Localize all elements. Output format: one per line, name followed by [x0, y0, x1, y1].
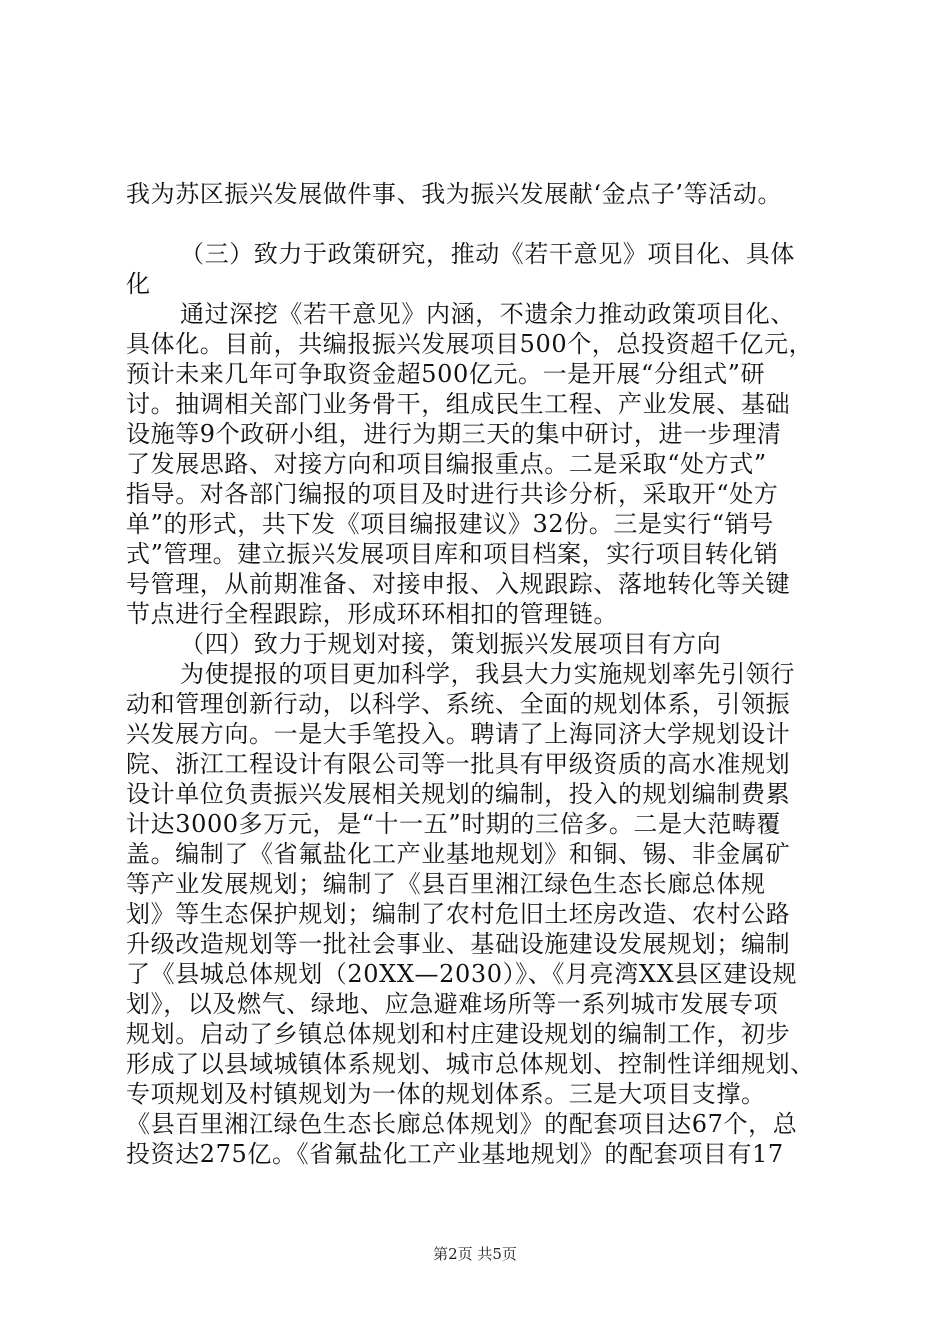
text-line: 投资达275亿。《省氟盐化工产业基地规划》的配套项目有17 — [126, 1140, 784, 1168]
text-line: 具体化。目前，共编报振兴发展项目500个，总投资超千亿元， — [126, 330, 814, 358]
text-line: 规划。启动了乡镇总体规划和村庄建设规划的编制工作，初步 — [126, 1020, 791, 1048]
text-line: 节点进行全程跟踪，形成环环相扣的管理链。 — [126, 600, 618, 628]
text-line: 号管理，从前期准备、对接申报、入规跟踪、落地转化等关键 — [126, 570, 791, 598]
text-line: 通过深挖《若干意见》内涵，不遗余力推动政策项目化、 — [180, 300, 795, 328]
text-line: 讨。抽调相关部门业务骨干，组成民生工程、产业发展、基础 — [126, 390, 791, 418]
text-line: 了发展思路、对接方向和项目编报重点。二是采取“处方式” — [126, 450, 767, 478]
text-line: 划》，以及燃气、绿地、应急避难场所等一系列城市发展专项 — [126, 990, 779, 1018]
text-line: 动和管理创新行动，以科学、系统、全面的规划体系，引领振 — [126, 690, 791, 718]
text-line: 升级改造规划等一批社会事业、基础设施建设发展规划；编制 — [126, 930, 791, 958]
text-line: 盖。编制了《省氟盐化工产业基地规划》和铜、锡、非金属矿 — [126, 840, 791, 868]
text-line: 设计单位负责振兴发展相关规划的编制，投入的规划编制费累 — [126, 780, 791, 808]
text-line: 等产业发展规划；编制了《县百里湘江绿色生态长廊总体规 — [126, 870, 766, 898]
text-line: 预计未来几年可争取资金超500亿元。一是开展“分组式”研 — [126, 360, 766, 388]
text-line: 院、浙江工程设计有限公司等一批具有甲级资质的高水准规划 — [126, 750, 791, 778]
text-line: 专项规划及村镇规划为一体的规划体系。三是大项目支撑。 — [126, 1080, 766, 1108]
text-line: 形成了以县域城镇体系规划、城市总体规划、控制性详细规划、 — [126, 1050, 815, 1078]
section-heading-3: （三）致力于政策研究，推动《若干意见》项目化、具体 — [180, 240, 795, 268]
text-line: 指导。对各部门编报的项目及时进行共诊分析，采取开“处方 — [126, 480, 779, 508]
text-line: 为使提报的项目更加科学，我县大力实施规划率先引领行 — [180, 660, 795, 688]
text-line: 设施等9个政研小组，进行为期三天的集中研讨，进一步理清 — [126, 420, 782, 448]
section-heading-3-cont: 化 — [126, 270, 151, 298]
section-heading-4: （四）致力于规划对接，策划振兴发展项目有方向 — [180, 630, 722, 658]
page-footer: 第2页 共5页 — [433, 1245, 517, 1263]
text-line: 兴发展方向。一是大手笔投入。聘请了上海同济大学规划设计 — [126, 720, 791, 748]
text-line: 我为苏区振兴发展做件事、我为振兴发展献‘金点子’等活动。 — [126, 180, 783, 208]
text-line: 了《县城总体规划（20XX—2030）》、《月亮湾XX县区建设规 — [126, 960, 798, 988]
text-line: 单”的形式，共下发《项目编报建议》32份。三是实行“销号 — [126, 510, 774, 538]
text-line: 式”管理。建立振兴发展项目库和项目档案，实行项目转化销 — [126, 540, 779, 568]
text-line: 《县百里湘江绿色生态长廊总体规划》的配套项目达67个，总 — [126, 1110, 798, 1138]
text-line: 划》等生态保护规划；编制了农村危旧土坯房改造、农村公路 — [126, 900, 791, 928]
text-line: 计达3000多万元，是“十一五”时期的三倍多。二是大范畴覆 — [126, 810, 782, 838]
